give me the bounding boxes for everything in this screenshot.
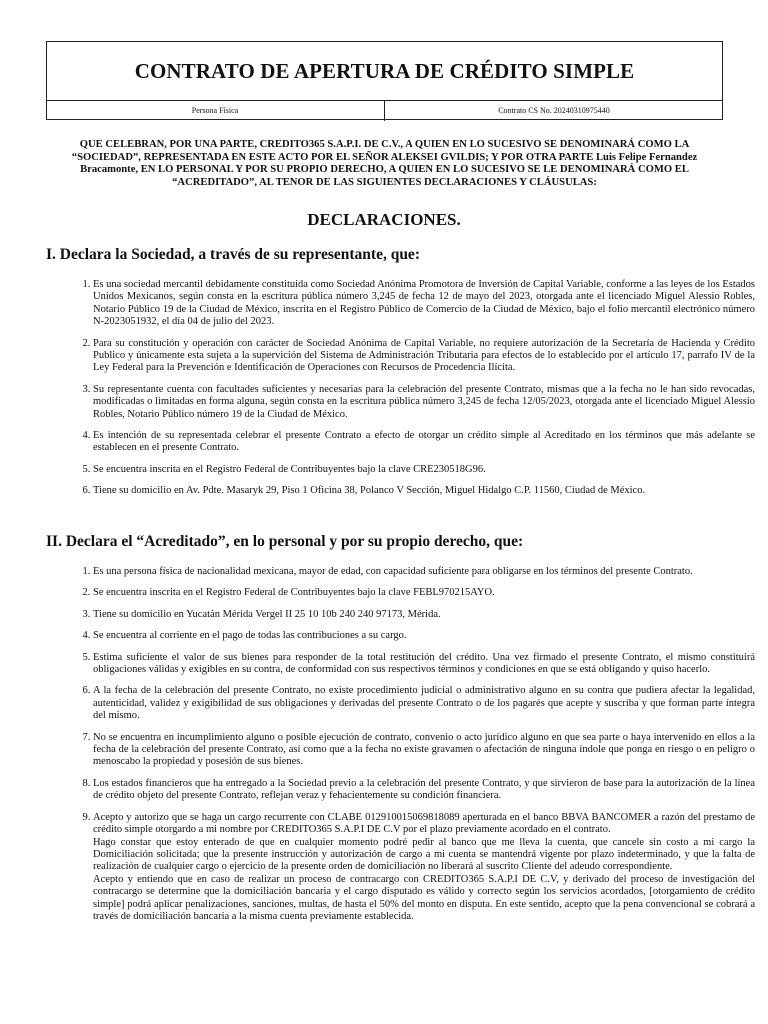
domiciliation-paragraph: Hago constar que estoy enterado de que en cualquier momento podré pedir al banco que me lleva la cuenta, que cancele sin costo a mi cargo la Domiciliación solicitada; que la presente instrucción y autorización de cargo a mi cuenta se mantendrá vigente por plazo indeterminado, y que la falta de realización de cualquier cargo o ejercicio de la presente orden de domiciliación no liberará al suscrito Cliente del adeudo correspondiente. <box>93 836 755 873</box>
domiciliation-paragraph: Acepto y entiendo que en caso de realizar un proceso de contracargo con CREDITO365 S.A.P.I DE C.V, y derivado del proceso de investigación del contracargo se determine que la domiciliación bancaria y el cargo disputado es válido y correcto según los servicios acordados, [otorgamiento de crédito simple] podrá aplicar penalizaciones, sanciones, multas, de hasta el 50% del monto en disputa. En este sentido, acepto que la pena convencional se cobrará a través de domiciliación bancaria a la misma cuenta previamente establecida. <box>93 873 755 922</box>
list-item: 4. Se encuentra al corriente en el pago de todas las contribuciones a su cargo. <box>93 630 755 642</box>
list-item: 2. Para su constitución y operación con carácter de Sociedad Anónima de Capital Variable, no requiere autorización de la Secretaría de Hacienda y Crédito Publico y únicamente esta sujeta a la supervición del Sistema de Administración Tributaria para efectos de lo establecido por el artículo 17, parrafo IV de la Ley Federal para la Prevención e Identificación de Operaciones con Recursos de Procedencia Ilícita. <box>93 338 755 375</box>
list-item: 1. Es una sociedad mercantil debidamente constituida como Sociedad Anónima Promotora de Inversión de Capital Variable, conforme a las leyes de los Estados Unidos Mexicanos, según consta en la escritura pública número 3,245 de fecha 12 de mayo del 2023, otorgada ante el licenciado Miguel Alessio Robles, Notario Público 19 de la Ciudad de México, inscrita en el Registro Público de Comercio de la Ciudad de México, bajo el folio mercantil electrónico número N-2023051932, el día 04 de julio del 2023. <box>93 279 755 329</box>
list-item: 6. Tiene su domicilio en Av. Pdte. Masaryk 29, Piso 1 Oficina 38, Polanco V Sección, Miguel Hidalgo C.P. 11560, Ciudad de México. <box>93 485 755 497</box>
list-item: 5. Estima suficiente el valor de sus bienes para responder de la total restitución del crédito. Una vez firmado el presente Contrato, el mismo constituirá obligaciones válidas y exigibles en su contra, de conformidad con sus respectivos términos y condiciones en que se está obligando y quiso hacerlo. <box>93 652 755 677</box>
list-item: 6. A la fecha de la celebración del presente Contrato, no existe procedimiento judicial o administrativo alguno en su contra que pudiera afectar la legalidad, autenticidad, validez y exigibilidad de sus obligaciones y derivadas del presente Contrato o de los pagarés que acepte y suscriba y que forman parte íntegra del mismo. <box>93 685 755 722</box>
header-info-row <box>46 100 723 121</box>
contract-title: CONTRATO DE APERTURA DE CRÉDITO SIMPLE <box>134 59 635 83</box>
list-item: 5. Se encuentra inscrita en el Registro Federal de Contribuyentes bajo la clave CRE230518G96. <box>93 464 755 476</box>
list-item: 3. Tiene su domicilio en Yucatán Mérida Vergel II 25 10 10b 240 240 97173, Mérida. <box>93 609 755 621</box>
section-2-heading: II. Declara el “Acreditado”, en lo personal y por su propio derecho, que: <box>46 533 524 550</box>
list-item: 1. Es una persona física de nacionalidad mexicana, mayor de edad, con capacidad suficiente para obligarse en los términos del presente Contrato. <box>93 566 755 578</box>
list-item: 8. Los estados financieros que ha entregado a la Sociedad previo a la celebración del presente Contrato, y que sirvieron de base para la autorización de la línea de crédito objeto del presente Contrato, reflejan veraz y fehacientemente su condición financiera. <box>93 778 755 803</box>
section-1-list <box>62 279 755 507</box>
contract-header-box <box>46 41 723 120</box>
domiciliation-paragraph: 9. Acepto y autorizo que se haga un cargo recurrente con CLABE 012910015069818089 aperturada en el banco BBVA BANCOMER a razón del prestamo de crédito simple otorgardo a mi nombre por CREDITO365 S.A.P.I DE C.V por el plazo previamente acordado en el contrato. <box>93 811 755 836</box>
list-item: 2. Se encuentra inscrita en el Registro Federal de Contribuyentes bajo la clave FEBL970215AYO. <box>93 587 755 599</box>
section-1-heading: I. Declara la Sociedad, a través de su representante, que: <box>46 246 420 263</box>
list-item: 3. Su representante cuenta con facultades suficientes y necesarias para la celebración del presente Contrato, mismas que a la fecha no le han sido revocadas, modificadas o limitadas en forma alguna, según consta en la escritura pública número 3,245 de fecha 12/05/2023, otorgada ante el licenciado Miguel Alessio Robles, Notario Público número 19 de la Ciudad de México. <box>93 384 755 421</box>
list-item: 4. Es intención de su representada celebrar el presente Contrato a efecto de otorgar un crédito simple al Acreditado en los términos que más adelante se establecen en el presente Contrato. <box>93 430 755 455</box>
list-item-domiciliation <box>93 812 755 924</box>
person-type-cell: Persona Física <box>191 106 239 115</box>
declarations-heading: DECLARACIONES. <box>307 210 461 229</box>
list-item: 7. No se encuentra en incumplimiento alguno o posible ejecución de contrato, convenio o acto jurídico alguno en que sea parte o haya intervenido en ellos a la fecha de la celebración del presente Contrato, así como que a la fecha no existe gravamen o afectación de ninguna índole que ponga en riesgo o en peligro o menoscabo la propiedad y posesión de sus bienes. <box>93 732 755 769</box>
intro-paragraph: QUE CELEBRAN, POR UNA PARTE, CREDITO365 S.A.P.I. DE C.V., A QUIEN EN LO SUCESIVO SE DENOMINARÁ COMO LA “SOCIEDAD”, REPRESENTADA EN ESTE ACTO POR EL SEÑOR ALEKSEI GVILDIS; Y POR OTRA PARTE Luis Felipe Fernandez Bracamonte, EN LO PERSONAL Y POR SU PROPIO DERECHO, A QUIEN EN LO SUCESIVO SE LE DENOMINARÁ COMO EL “ACREDITADO”, AL TENOR DE LAS SIGUIENTES DECLARACIONES Y CLÁUSULAS: <box>71 139 698 188</box>
section-2-list <box>62 566 755 932</box>
contract-number-cell: Contrato CS No. 20240310975440 <box>384 101 723 121</box>
